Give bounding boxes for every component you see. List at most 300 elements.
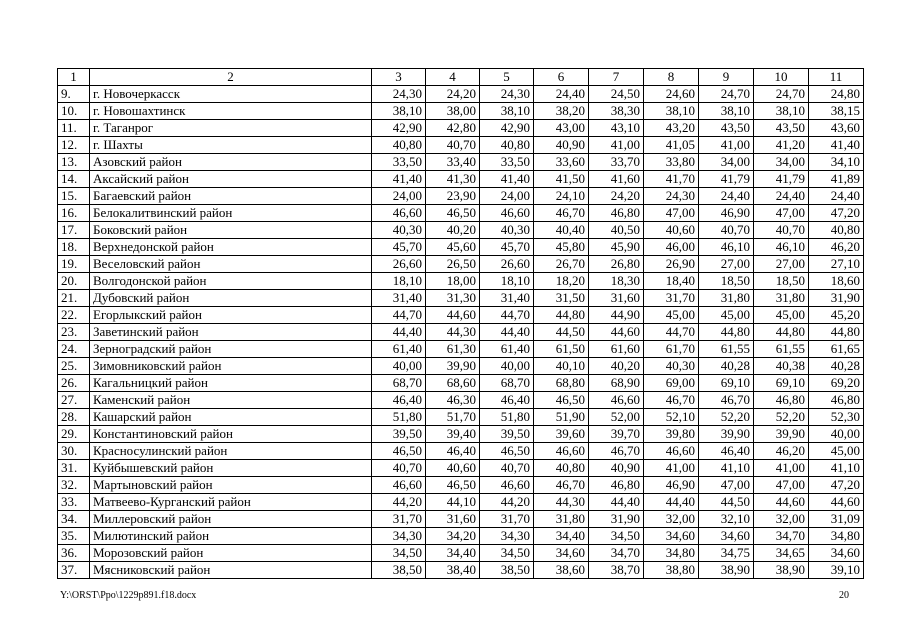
value-cell: 45,70 — [372, 239, 426, 256]
header-cell: 9 — [699, 69, 754, 86]
value-cell: 39,80 — [644, 426, 699, 443]
header-cell: 4 — [426, 69, 480, 86]
value-cell: 34,80 — [644, 545, 699, 562]
value-cell: 45,80 — [534, 239, 589, 256]
value-cell: 44,70 — [480, 307, 534, 324]
value-cell: 46,60 — [480, 205, 534, 222]
value-cell: 52,20 — [754, 409, 809, 426]
value-cell: 32,00 — [754, 511, 809, 528]
value-cell: 44,40 — [589, 494, 644, 511]
row-number-cell: 27. — [58, 392, 90, 409]
value-cell: 18,40 — [644, 273, 699, 290]
value-cell: 45,00 — [699, 307, 754, 324]
district-name-cell: Куйбышевский район — [90, 460, 372, 477]
value-cell: 61,55 — [699, 341, 754, 358]
value-cell: 69,10 — [754, 375, 809, 392]
value-cell: 40,90 — [589, 460, 644, 477]
value-cell: 46,50 — [426, 205, 480, 222]
value-cell: 43,10 — [589, 120, 644, 137]
value-cell: 38,10 — [372, 103, 426, 120]
value-cell: 39,90 — [754, 426, 809, 443]
value-cell: 43,20 — [644, 120, 699, 137]
value-cell: 46,70 — [534, 205, 589, 222]
value-cell: 68,90 — [589, 375, 644, 392]
row-number-cell: 15. — [58, 188, 90, 205]
value-cell: 40,80 — [480, 137, 534, 154]
value-cell: 26,70 — [534, 256, 589, 273]
table-row — [58, 86, 864, 103]
value-cell: 31,09 — [809, 511, 864, 528]
value-cell: 46,10 — [699, 239, 754, 256]
value-cell: 69,10 — [699, 375, 754, 392]
value-cell: 47,00 — [699, 477, 754, 494]
value-cell: 43,50 — [699, 120, 754, 137]
district-name-cell: Дубовский район — [90, 290, 372, 307]
row-number-cell: 24. — [58, 341, 90, 358]
value-cell: 38,80 — [644, 562, 699, 579]
header-cell: 11 — [809, 69, 864, 86]
value-cell: 44,50 — [699, 494, 754, 511]
value-cell: 46,50 — [534, 392, 589, 409]
table-row — [58, 426, 864, 443]
value-cell: 51,80 — [372, 409, 426, 426]
table-row — [58, 324, 864, 341]
value-cell: 18,10 — [372, 273, 426, 290]
value-cell: 18,30 — [589, 273, 644, 290]
value-cell: 27,00 — [754, 256, 809, 273]
value-cell: 61,60 — [589, 341, 644, 358]
value-cell: 46,50 — [372, 443, 426, 460]
value-cell: 40,80 — [372, 137, 426, 154]
value-cell: 45,20 — [809, 307, 864, 324]
value-cell: 24,50 — [589, 86, 644, 103]
value-cell: 46,40 — [426, 443, 480, 460]
value-cell: 31,40 — [372, 290, 426, 307]
table-row — [58, 171, 864, 188]
value-cell: 26,50 — [426, 256, 480, 273]
value-cell: 40,60 — [644, 222, 699, 239]
value-cell: 38,10 — [754, 103, 809, 120]
value-cell: 24,30 — [480, 86, 534, 103]
value-cell: 41,00 — [699, 137, 754, 154]
value-cell: 44,60 — [754, 494, 809, 511]
value-cell: 39,50 — [372, 426, 426, 443]
value-cell: 34,60 — [699, 528, 754, 545]
value-cell: 46,00 — [644, 239, 699, 256]
value-cell: 40,00 — [372, 358, 426, 375]
value-cell: 34,60 — [644, 528, 699, 545]
value-cell: 38,10 — [699, 103, 754, 120]
row-number-cell: 20. — [58, 273, 90, 290]
value-cell: 24,70 — [754, 86, 809, 103]
value-cell: 44,40 — [372, 324, 426, 341]
value-cell: 38,00 — [426, 103, 480, 120]
value-cell: 24,20 — [589, 188, 644, 205]
value-cell: 42,90 — [480, 120, 534, 137]
value-cell: 38,40 — [426, 562, 480, 579]
value-cell: 39,70 — [589, 426, 644, 443]
table-row — [58, 528, 864, 545]
value-cell: 24,10 — [534, 188, 589, 205]
value-cell: 38,10 — [480, 103, 534, 120]
value-cell: 34,00 — [699, 154, 754, 171]
value-cell: 34,60 — [809, 545, 864, 562]
district-name-cell: Морозовский район — [90, 545, 372, 562]
table-row — [58, 477, 864, 494]
header-row — [58, 69, 864, 86]
value-cell: 40,80 — [809, 222, 864, 239]
value-cell: 44,70 — [644, 324, 699, 341]
value-cell: 51,90 — [534, 409, 589, 426]
value-cell: 61,30 — [426, 341, 480, 358]
value-cell: 34,10 — [809, 154, 864, 171]
value-cell: 34,30 — [480, 528, 534, 545]
value-cell: 68,70 — [372, 375, 426, 392]
value-cell: 34,70 — [754, 528, 809, 545]
value-cell: 34,50 — [372, 545, 426, 562]
value-cell: 40,00 — [809, 426, 864, 443]
value-cell: 46,20 — [754, 443, 809, 460]
value-cell: 52,30 — [809, 409, 864, 426]
table-row — [58, 256, 864, 273]
value-cell: 51,80 — [480, 409, 534, 426]
value-cell: 41,89 — [809, 171, 864, 188]
table-row — [58, 222, 864, 239]
row-number-cell: 19. — [58, 256, 90, 273]
value-cell: 40,70 — [426, 137, 480, 154]
value-cell: 33,70 — [589, 154, 644, 171]
value-cell: 69,00 — [644, 375, 699, 392]
value-cell: 46,50 — [480, 443, 534, 460]
value-cell: 24,80 — [809, 86, 864, 103]
value-cell: 31,60 — [426, 511, 480, 528]
value-cell: 40,70 — [372, 460, 426, 477]
value-cell: 31,70 — [644, 290, 699, 307]
value-cell: 68,70 — [480, 375, 534, 392]
table-row — [58, 545, 864, 562]
value-cell: 40,80 — [534, 460, 589, 477]
value-cell: 45,00 — [644, 307, 699, 324]
row-number-cell: 29. — [58, 426, 90, 443]
value-cell: 46,90 — [644, 477, 699, 494]
row-number-cell: 23. — [58, 324, 90, 341]
district-name-cell: Зерноградский район — [90, 341, 372, 358]
district-name-cell: Матвеево-Курганский район — [90, 494, 372, 511]
row-number-cell: 22. — [58, 307, 90, 324]
value-cell: 40,38 — [754, 358, 809, 375]
value-cell: 46,60 — [589, 392, 644, 409]
value-cell: 46,60 — [372, 477, 426, 494]
header-cell: 1 — [58, 69, 90, 86]
value-cell: 34,60 — [534, 545, 589, 562]
value-cell: 44,40 — [644, 494, 699, 511]
table-row — [58, 375, 864, 392]
value-cell: 41,00 — [589, 137, 644, 154]
value-cell: 34,20 — [426, 528, 480, 545]
value-cell: 43,60 — [809, 120, 864, 137]
row-number-cell: 34. — [58, 511, 90, 528]
value-cell: 18,60 — [809, 273, 864, 290]
value-cell: 46,60 — [372, 205, 426, 222]
value-cell: 46,20 — [809, 239, 864, 256]
district-name-cell: Азовский район — [90, 154, 372, 171]
value-cell: 38,60 — [534, 562, 589, 579]
value-cell: 32,10 — [699, 511, 754, 528]
value-cell: 44,30 — [534, 494, 589, 511]
row-number-cell: 11. — [58, 120, 90, 137]
value-cell: 38,70 — [589, 562, 644, 579]
row-number-cell: 36. — [58, 545, 90, 562]
district-name-cell: Мартыновский район — [90, 477, 372, 494]
row-number-cell: 16. — [58, 205, 90, 222]
table-row — [58, 358, 864, 375]
value-cell: 39,10 — [809, 562, 864, 579]
value-cell: 43,50 — [754, 120, 809, 137]
value-cell: 40,10 — [534, 358, 589, 375]
table-row — [58, 341, 864, 358]
value-cell: 26,60 — [372, 256, 426, 273]
district-name-cell: г. Шахты — [90, 137, 372, 154]
value-cell: 24,40 — [754, 188, 809, 205]
value-cell: 46,70 — [534, 477, 589, 494]
value-cell: 31,90 — [809, 290, 864, 307]
value-cell: 40,90 — [534, 137, 589, 154]
value-cell: 69,20 — [809, 375, 864, 392]
value-cell: 47,00 — [644, 205, 699, 222]
value-cell: 27,00 — [699, 256, 754, 273]
table-row — [58, 188, 864, 205]
value-cell: 44,80 — [754, 324, 809, 341]
value-cell: 44,20 — [372, 494, 426, 511]
row-number-cell: 33. — [58, 494, 90, 511]
district-name-cell: Аксайский район — [90, 171, 372, 188]
value-cell: 46,60 — [644, 443, 699, 460]
value-cell: 61,65 — [809, 341, 864, 358]
value-cell: 38,15 — [809, 103, 864, 120]
value-cell: 44,60 — [809, 494, 864, 511]
table-row — [58, 103, 864, 120]
value-cell: 40,70 — [754, 222, 809, 239]
value-cell: 47,20 — [809, 205, 864, 222]
value-cell: 38,90 — [754, 562, 809, 579]
district-name-cell: Багаевский район — [90, 188, 372, 205]
value-cell: 38,30 — [589, 103, 644, 120]
value-cell: 42,90 — [372, 120, 426, 137]
value-cell: 46,10 — [754, 239, 809, 256]
district-name-cell: г. Новочеркасск — [90, 86, 372, 103]
value-cell: 26,60 — [480, 256, 534, 273]
value-cell: 46,40 — [372, 392, 426, 409]
row-number-cell: 26. — [58, 375, 90, 392]
value-cell: 46,60 — [534, 443, 589, 460]
value-cell: 31,60 — [589, 290, 644, 307]
district-name-cell: Белокалитвинский район — [90, 205, 372, 222]
value-cell: 40,30 — [644, 358, 699, 375]
value-cell: 24,60 — [644, 86, 699, 103]
value-cell: 33,80 — [644, 154, 699, 171]
value-cell: 68,60 — [426, 375, 480, 392]
value-cell: 38,20 — [534, 103, 589, 120]
row-number-cell: 13. — [58, 154, 90, 171]
district-name-cell: г. Таганрог — [90, 120, 372, 137]
value-cell: 38,90 — [699, 562, 754, 579]
value-cell: 31,70 — [372, 511, 426, 528]
value-cell: 24,20 — [426, 86, 480, 103]
row-number-cell: 35. — [58, 528, 90, 545]
header-cell: 7 — [589, 69, 644, 86]
district-name-cell: Миллеровский район — [90, 511, 372, 528]
value-cell: 41,00 — [754, 460, 809, 477]
value-cell: 34,50 — [480, 545, 534, 562]
value-cell: 24,30 — [644, 188, 699, 205]
value-cell: 24,30 — [372, 86, 426, 103]
value-cell: 24,40 — [699, 188, 754, 205]
value-cell: 43,00 — [534, 120, 589, 137]
header-cell: 6 — [534, 69, 589, 86]
value-cell: 61,70 — [644, 341, 699, 358]
value-cell: 40,00 — [480, 358, 534, 375]
value-cell: 31,70 — [480, 511, 534, 528]
value-cell: 40,30 — [480, 222, 534, 239]
value-cell: 46,70 — [699, 392, 754, 409]
value-cell: 31,90 — [589, 511, 644, 528]
value-cell: 46,60 — [480, 477, 534, 494]
value-cell: 41,79 — [754, 171, 809, 188]
value-cell: 46,80 — [754, 392, 809, 409]
value-cell: 44,10 — [426, 494, 480, 511]
district-name-cell: Константиновский район — [90, 426, 372, 443]
value-cell: 34,75 — [699, 545, 754, 562]
value-cell: 34,40 — [426, 545, 480, 562]
value-cell: 47,00 — [754, 205, 809, 222]
header-cell: 2 — [90, 69, 372, 86]
value-cell: 41,70 — [644, 171, 699, 188]
page-number: 20 — [839, 590, 849, 601]
value-cell: 31,40 — [480, 290, 534, 307]
value-cell: 41,05 — [644, 137, 699, 154]
value-cell: 39,40 — [426, 426, 480, 443]
header-cell: 10 — [754, 69, 809, 86]
value-cell: 27,10 — [809, 256, 864, 273]
value-cell: 45,00 — [809, 443, 864, 460]
value-cell: 41,50 — [534, 171, 589, 188]
value-cell: 41,40 — [372, 171, 426, 188]
table-row — [58, 307, 864, 324]
value-cell: 41,30 — [426, 171, 480, 188]
district-name-cell: Мясниковский район — [90, 562, 372, 579]
value-cell: 24,70 — [699, 86, 754, 103]
value-cell: 46,30 — [426, 392, 480, 409]
district-name-cell: Верхнедонской район — [90, 239, 372, 256]
table-row — [58, 460, 864, 477]
value-cell: 34,65 — [754, 545, 809, 562]
district-name-cell: Зимовниковский район — [90, 358, 372, 375]
value-cell: 46,70 — [644, 392, 699, 409]
value-cell: 34,40 — [534, 528, 589, 545]
value-cell: 44,70 — [372, 307, 426, 324]
row-number-cell: 28. — [58, 409, 90, 426]
header-cell: 3 — [372, 69, 426, 86]
value-cell: 52,20 — [699, 409, 754, 426]
value-cell: 44,50 — [534, 324, 589, 341]
district-name-cell: Егорлыкский район — [90, 307, 372, 324]
value-cell: 18,00 — [426, 273, 480, 290]
value-cell: 44,40 — [480, 324, 534, 341]
district-name-cell: г. Новошахтинск — [90, 103, 372, 120]
table-row — [58, 392, 864, 409]
value-cell: 40,20 — [589, 358, 644, 375]
row-number-cell: 21. — [58, 290, 90, 307]
value-cell: 41,60 — [589, 171, 644, 188]
value-cell: 39,90 — [699, 426, 754, 443]
value-cell: 39,60 — [534, 426, 589, 443]
value-cell: 61,40 — [372, 341, 426, 358]
value-cell: 52,10 — [644, 409, 699, 426]
value-cell: 26,90 — [644, 256, 699, 273]
value-cell: 46,80 — [809, 392, 864, 409]
value-cell: 39,50 — [480, 426, 534, 443]
value-cell: 34,00 — [754, 154, 809, 171]
row-number-cell: 31. — [58, 460, 90, 477]
row-number-cell: 17. — [58, 222, 90, 239]
district-name-cell: Боковский район — [90, 222, 372, 239]
value-cell: 45,60 — [426, 239, 480, 256]
district-name-cell: Каменский район — [90, 392, 372, 409]
table-row — [58, 120, 864, 137]
row-number-cell: 37. — [58, 562, 90, 579]
value-cell: 18,50 — [699, 273, 754, 290]
value-cell: 33,50 — [372, 154, 426, 171]
value-cell: 51,70 — [426, 409, 480, 426]
value-cell: 31,50 — [534, 290, 589, 307]
value-cell: 31,80 — [534, 511, 589, 528]
table-row — [58, 511, 864, 528]
value-cell: 44,80 — [699, 324, 754, 341]
row-number-cell: 25. — [58, 358, 90, 375]
footer-file-path: Y:\ORST\Ppo\1229p891.f18.docx — [60, 590, 197, 601]
table-row — [58, 273, 864, 290]
value-cell: 24,00 — [372, 188, 426, 205]
value-cell: 41,79 — [699, 171, 754, 188]
value-cell: 46,80 — [589, 205, 644, 222]
row-number-cell: 12. — [58, 137, 90, 154]
value-cell: 34,30 — [372, 528, 426, 545]
district-name-cell: Волгодонской район — [90, 273, 372, 290]
value-cell: 44,20 — [480, 494, 534, 511]
value-cell: 41,10 — [699, 460, 754, 477]
value-cell: 41,40 — [480, 171, 534, 188]
table-row — [58, 205, 864, 222]
value-cell: 40,30 — [372, 222, 426, 239]
value-cell: 44,60 — [426, 307, 480, 324]
row-number-cell: 9. — [58, 86, 90, 103]
district-name-cell: Кашарский район — [90, 409, 372, 426]
value-cell: 34,70 — [589, 545, 644, 562]
value-cell: 31,30 — [426, 290, 480, 307]
table-row — [58, 239, 864, 256]
value-cell: 40,40 — [534, 222, 589, 239]
value-cell: 41,40 — [809, 137, 864, 154]
value-cell: 61,55 — [754, 341, 809, 358]
value-cell: 40,20 — [426, 222, 480, 239]
value-cell: 46,40 — [480, 392, 534, 409]
value-cell: 41,20 — [754, 137, 809, 154]
value-cell: 39,90 — [426, 358, 480, 375]
value-cell: 46,70 — [589, 443, 644, 460]
value-cell: 18,20 — [534, 273, 589, 290]
value-cell: 38,10 — [644, 103, 699, 120]
table-row — [58, 154, 864, 171]
